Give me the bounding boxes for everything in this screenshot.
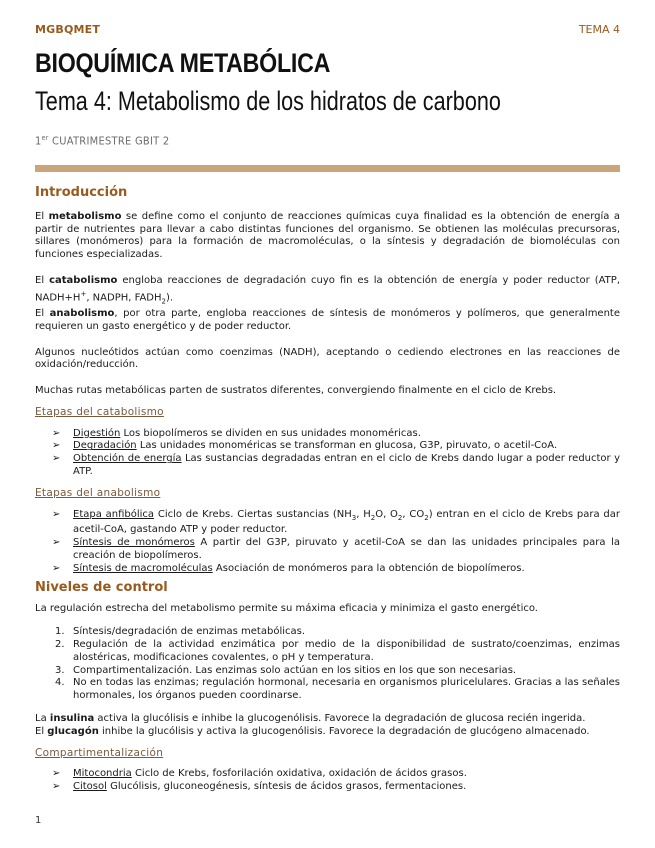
intro-paragraph-2b: El anabolismo, por otra parte, engloba reacciones de síntesis de monómeros y polímeros, que generalmente requieren un gasto energético y de poder reductor.: [35, 307, 620, 332]
list-item: ➢ Degradación Las unidades monoméricas se transforman en glucosa, G3P, piruvato, o acetil-CoA.: [52, 440, 558, 452]
intro-paragraph-4: Muchas rutas metabólicas parten de sustratos diferentes, convergiendo finalmente en el ciclo de Krebs.: [35, 385, 557, 397]
heading-compartimentalizacion: Compartimentalización: [35, 746, 164, 759]
list-item: 1. Síntesis/degradación de enzimas metabólicas.: [55, 626, 306, 638]
page-title: BIOQUÍMICA METABÓLICA: [35, 48, 331, 78]
list-item: ➢ Etapa anfibólica Ciclo de Krebs. Ciertas sustancias ($NH_3$, $H_2O$, $O_2$, $CO_2$) entran en el ciclo de Krebs para dar acetil-CoA, gastando ATP y poder reductor.: [52, 508, 620, 536]
page-number: 1: [35, 815, 42, 826]
control-intro: La regulación estrecha del metabolismo permite su máxima eficacia y minimiza el gasto energético.: [35, 603, 538, 615]
arrow-bullet-icon: ➢: [52, 440, 61, 452]
list-item: ➢ Obtención de energía Las sustancias degradadas entran en el ciclo de Krebs dando lugar a poder reductor y ATP.: [52, 453, 620, 478]
page-subtitle: Tema 4: Metabolismo de los hidratos de carbono: [35, 86, 501, 116]
list-item: ➢ Mitocondria Ciclo de Krebs, fosforilación oxidativa, oxidación de ácidos grasos.: [52, 768, 467, 780]
course-code: MGBQMET: [35, 23, 101, 36]
control-list: [35, 626, 620, 703]
insulina-paragraph: La insulina activa la glucólisis e inhibe la glucogenólisis. Favorece la degradación de glucosa recién ingerida.: [35, 713, 586, 725]
arrow-bullet-icon: ➢: [52, 562, 61, 574]
arrow-bullet-icon: ➢: [52, 537, 61, 549]
list-item: 2. Regulación de la actividad enzimática por medio de la disponibilidad de sustrato/coenzimas, enzimas alostéricas, modificaciones covalentes, o pH y temperatura.: [55, 639, 620, 663]
list-item: 4. No en todas las enzimas; regulación hormonal, necesaria en organismos pluricelulares. Gracias a las señales hormonales, los órganos pueden coordinarse.: [55, 677, 620, 702]
catabolismo-list: [35, 428, 620, 479]
intro-paragraph-3: Algunos nucleótidos actúan como coenzimas (NADH), aceptando o cediendo electrones en las reacciones de oxidación/reducción.: [35, 346, 620, 371]
header-divider: [35, 165, 620, 172]
tema-label: TEMA 4: [578, 23, 620, 36]
heading-niveles-control: Niveles de control: [35, 579, 168, 595]
list-item: ➢ Síntesis de macromoléculas Asociación de monómeros para la obtención de biopolímeros.: [52, 562, 525, 574]
arrow-bullet-icon: ➢: [52, 453, 61, 465]
glucagon-paragraph: El glucagón inhibe la glucólisis y activa la glucogenólisis. Favorece la degradación de glucógeno almacenado.: [35, 725, 590, 737]
list-item: ➢ Citosol Glucólisis, gluconeogénesis, síntesis de ácidos grasos, fermentaciones.: [52, 781, 467, 793]
document-page: [35, 0, 620, 848]
arrow-bullet-icon: ➢: [52, 508, 61, 520]
intro-paragraph-1: El metabolismo se define como el conjunto de reacciones químicas cuya finalidad es la obtención de energía a partir de nutrientes para llevar a cabo distintas funciones del organismo. Se obtienen las moléculas precursoras, sillares (monómeros) para la formación de macromoléculas, o la síntesis y degradación de biomoléculas con funciones especializadas.: [35, 210, 620, 261]
list-item: ➢ Digestión Los biopolímeros se dividen en sus unidades monoméricas.: [52, 427, 421, 439]
heading-introduccion: Introducción: [35, 185, 128, 200]
arrow-bullet-icon: ➢: [52, 427, 61, 439]
list-item: ➢ Síntesis de monómeros A partir del G3P, piruvato y acetil-CoA se dan las unidades principales para la creación de biopolímeros.: [52, 537, 620, 562]
arrow-bullet-icon: ➢: [52, 768, 61, 780]
document-body: [35, 187, 620, 794]
heading-etapas-catabolismo: Etapas del catabolismo: [35, 405, 164, 418]
course-meta: 1er CUATRIMESTRE GBIT 2: [35, 134, 170, 148]
arrow-bullet-icon: ➢: [52, 781, 61, 793]
list-item: 3. Compartimentalización. Las enzimas solo actúan en los sitios en los que son necesarias.: [55, 664, 517, 676]
intro-paragraph-2a: El catabolismo engloba reacciones de degradación cuyo fin es la obtención de energía y poder reductor (ATP, NADH+H+, NADPH, $FADH_2$).: [35, 274, 620, 306]
heading-etapas-anabolismo: Etapas del anabolismo: [35, 486, 161, 499]
anabolismo-list: [35, 509, 620, 576]
compart-list: [35, 768, 620, 794]
